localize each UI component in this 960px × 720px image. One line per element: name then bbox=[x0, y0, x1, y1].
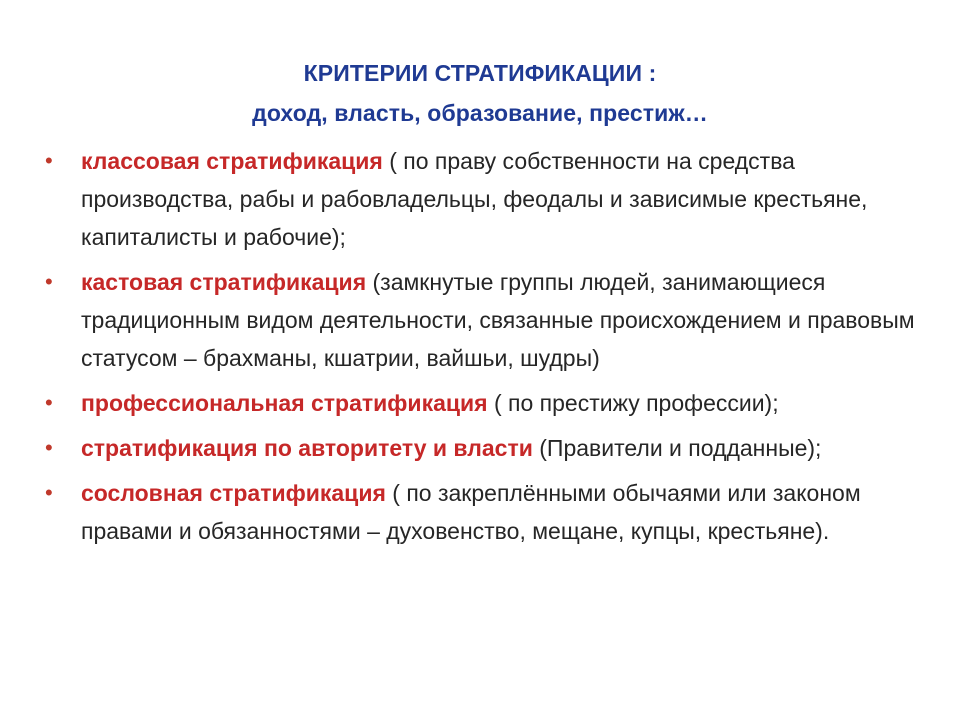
slide-title: КРИТЕРИИ СТРАТИФИКАЦИИ : bbox=[303, 60, 657, 86]
bullet-text: ( по престижу профессии); bbox=[487, 390, 779, 416]
bullet-text: (замкнутые группы людей, занимающиеся традиционным видом деятельности, связанные происхождением и правовым статусом – брахманы, кшатрии, вайшьи, шудры) bbox=[81, 269, 915, 371]
bullet-term: профессиональная стратификация bbox=[81, 390, 488, 416]
bullet-icon: • bbox=[45, 148, 53, 173]
bullet-icon: • bbox=[45, 269, 53, 294]
bullet-item-caste bbox=[45, 263, 925, 377]
bullet-term: кастовая стратификация bbox=[81, 269, 367, 295]
bullet-term: сословная стратификация bbox=[81, 480, 386, 506]
bullet-icon: • bbox=[45, 480, 53, 505]
bullet-item-class bbox=[45, 142, 925, 256]
bullet-text: ( по закреплёнными обычаями или законом правами и обязанностями – духовенство, мещане, купцы, крестьяне). bbox=[81, 480, 861, 544]
bullet-term: классовая стратификация bbox=[81, 148, 383, 174]
slide-subtitle: доход, власть, образование, престиж… bbox=[252, 100, 708, 126]
bullet-term: стратификация по авторитету и власти bbox=[81, 435, 533, 461]
bullet-text: ( по праву собственности на средства производства, рабы и рабовладельцы, феодалы и зависимые крестьяне, капиталисты и рабочие); bbox=[81, 148, 868, 250]
bullet-list bbox=[45, 142, 925, 557]
bullet-item-authority bbox=[45, 429, 925, 467]
bullet-item-professional bbox=[45, 384, 925, 422]
bullet-icon: • bbox=[45, 435, 53, 460]
bullet-icon: • bbox=[45, 390, 53, 415]
bullet-text: (Правители и подданные); bbox=[532, 435, 822, 461]
bullet-item-estate bbox=[45, 474, 925, 550]
